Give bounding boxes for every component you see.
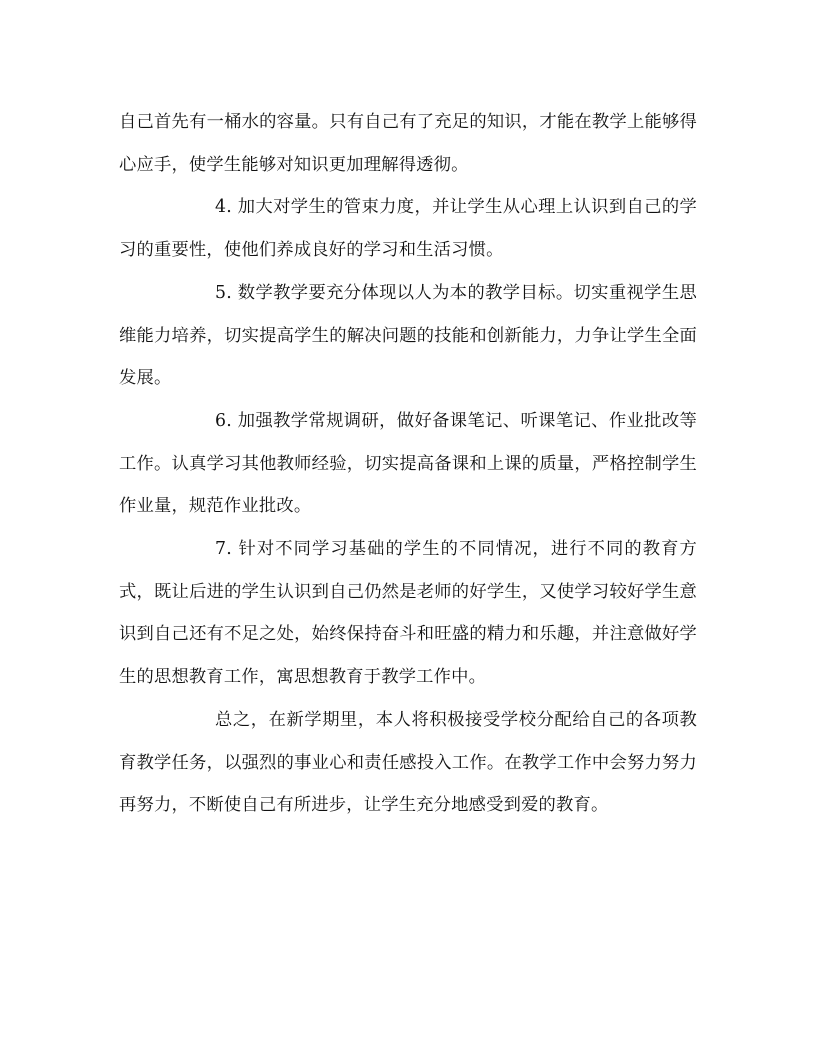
paragraph-item-4: 4. 加大对学生的管束力度，并让学生从心理上认识到自己的学习的重要性，使他们养成良好的学习和生活习惯。: [119, 197, 697, 261]
paragraph-continuation: 自己首先有一桶水的容量。只有自己有了充足的知识，才能在教学上能够得心应手，使学生能够对知识更加理解得透彻。: [119, 112, 697, 175]
paragraph-item-5: 5. 数学教学要充分体现以人为本的教学目标。切实重视学生思维能力培养，切实提高学生的解决问题的技能和创新能力，力争让学生全面发展。: [119, 282, 697, 389]
paragraph-conclusion: 总之，在新学期里，本人将积极接受学校分配给自己的各项教育教学任务，以强烈的事业心和责任感投入工作。在教学工作中会努力努力再努力，不断使自己有所进步，让学生充分地感受到爱的教育。: [119, 709, 697, 816]
document-body: [119, 101, 697, 827]
paragraph-item-6: 6. 加强教学常规调研，做好备课笔记、听课笔记、作业批改等工作。认真学习其他教师经验，切实提高备课和上课的质量，严格控制学生作业量，规范作业批改。: [119, 410, 697, 517]
paragraph-item-7: 7. 针对不同学习基础的学生的不同情况，进行不同的教育方式，既让后进的学生认识到自己仍然是老师的好学生，又使学习较好学生意识到自己还有不足之处，始终保持奋斗和旺盛的精力和乐趣，并注意做好学生的思想教育工作，寓思想教育于教学工作中。: [119, 539, 697, 688]
